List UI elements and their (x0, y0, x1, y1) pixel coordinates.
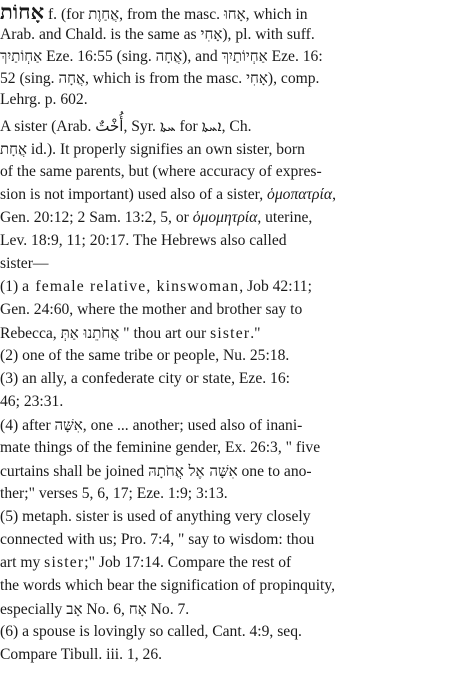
entry-text: אָחוּ (223, 5, 246, 23)
entry-text: curtains shall be joined (0, 463, 149, 480)
entry-line (0, 645, 450, 665)
entry-text: used also of inani- (183, 417, 303, 434)
entry-text: of the same parents, but (where accuracy of expres- (0, 163, 322, 180)
entry-line (0, 484, 450, 504)
entry-text: אָב (66, 600, 83, 618)
entry-text: ), comp. (267, 70, 320, 87)
entry-text: ὁμομητρία (192, 209, 258, 226)
entry-text: (3) (0, 370, 23, 387)
entry-text: אַחְוֹתַיִךְ (0, 47, 43, 65)
entry-text: ), and (182, 48, 222, 65)
entry-text: is lovingly so called, Cant. 4:9, seq. (75, 623, 302, 640)
entry-text: אִשָּׁה (54, 416, 83, 434)
entry-text: No. 6, (82, 601, 129, 618)
entry-text: the words which bear the signification of (0, 577, 260, 594)
entry-text: is used of anything very closely (108, 508, 311, 525)
entry-line (0, 553, 450, 573)
entry-text: connected with us; Pro. 7:4, " say to wisdom: thou (0, 531, 315, 548)
entry-text: a female relative, kinswoman (22, 278, 240, 295)
entry-text: , which in (245, 6, 308, 23)
entry-line (0, 599, 450, 620)
entry-text: , Syr. (123, 118, 160, 135)
entry-text: Lehrg. p. 602. (0, 91, 88, 108)
entry-text: 52 (sing. (0, 70, 59, 87)
entry-text: ;" Job 17:14. Compare the rest of (84, 554, 292, 571)
entry-text: mate things of the feminine gender, Ex. 26:3, " five (0, 439, 321, 456)
entry-line (0, 90, 450, 110)
entry-text: , from the masc. (119, 6, 224, 23)
entry-text: sister (210, 325, 251, 342)
entry-line (0, 24, 450, 45)
entry-line (0, 46, 450, 67)
entry-line (0, 116, 450, 137)
entry-text: אֲחַוֶת (88, 5, 120, 23)
entry-text: sister (0, 255, 33, 272)
entry-line (0, 68, 450, 89)
entry-text: , (332, 186, 336, 203)
entry-text: ܐܚܬܐ (201, 117, 222, 135)
entry-text: — (32, 255, 49, 272)
entry-line (0, 254, 450, 274)
entry-text: ὁμοπατρία (267, 186, 333, 203)
entry-text: " thou art our (119, 325, 211, 342)
entry-text: אֲחָה (155, 47, 183, 65)
entry-text: Compare Tibull. iii. 1, 26. (0, 646, 163, 663)
entry-text: Rebecca, (0, 325, 61, 342)
entry-text: ܚܬܐ (159, 117, 176, 135)
entry-text: , (308, 209, 313, 226)
entry-text: (1) (0, 278, 23, 295)
entry-text: uterine (265, 209, 309, 226)
entry-text: אֲחֹתֵנוּ אַתְּ (60, 324, 120, 342)
entry-text: אֲחָה (58, 69, 85, 87)
entry-text: No. 7. (146, 601, 190, 618)
entry-text: אֲחָת (0, 140, 28, 158)
entry-text: one of the same tribe or people (22, 347, 216, 364)
entry-text: ." (250, 325, 261, 342)
entry-line (0, 2, 450, 25)
entry-line (0, 231, 450, 251)
entry-text: ther;" verses 5, 6, 17; Eze. 1:9; 3:13. (0, 485, 228, 502)
entry-text: propinquity (259, 577, 332, 594)
entry-text: (6) (0, 623, 23, 640)
entry-line (0, 162, 450, 182)
entry-text: Gen. 24:60, where the mother and brother say to (0, 301, 303, 318)
entry-text: art my (0, 554, 45, 571)
entry-text: , (257, 209, 266, 226)
entry-line (0, 392, 450, 412)
entry-text: , Ch. (221, 118, 252, 135)
entry-text: an ally (22, 370, 64, 387)
entry-text: אָח (128, 600, 147, 618)
entry-text: especially (0, 601, 67, 618)
entry-text: אִשָּׁה אֶל אֲחֹתָהּ (148, 462, 238, 480)
entry-line (0, 438, 450, 458)
entry-text: Arab. and Chald. is the same as (0, 26, 201, 43)
entry-text: אָחוֹת (0, 0, 45, 24)
entry-text: , Job 42:11; (239, 278, 312, 295)
entry-text: Lev. 18:9, 11; 20:17. The Hebrews also called (0, 232, 287, 249)
entry-text: Gen. 20:12; 2 Sam. 13:2, 5, or (0, 209, 193, 226)
entry-text: a spouse (22, 623, 76, 640)
entry-line (0, 415, 450, 436)
entry-text: (2) (0, 347, 23, 364)
entry-line (0, 300, 450, 320)
entry-text: , which is from the masc. (85, 70, 247, 87)
entry-line (0, 185, 450, 205)
entry-text: 46; 23:31. (0, 393, 64, 410)
entry-text: , Nu. 25:18. (215, 347, 290, 364)
entry-text: (5) metaph. (0, 508, 76, 525)
entry-text: for (175, 118, 202, 135)
entry-line (0, 208, 450, 228)
entry-line (0, 346, 450, 366)
entry-text: id.). It properly signifies an own sister, born (27, 141, 305, 158)
entry-line (0, 622, 450, 642)
entry-line (0, 369, 450, 389)
entry-text: (Arab. (47, 118, 96, 135)
entry-text: f. (for (44, 6, 89, 23)
entry-text: sister (44, 554, 85, 571)
entry-line (0, 461, 450, 482)
entry-text: (4) after (0, 417, 55, 434)
entry-text: Eze. 16:55 (sing. (42, 48, 156, 65)
entry-text: one ... another; (90, 417, 184, 434)
entry-text: sion is not important) used also of a sister, (0, 186, 268, 203)
entry-line (0, 323, 450, 344)
entry-text: , (82, 417, 91, 434)
entry-text: אָחִי (246, 69, 268, 87)
entry-text: אָחִי (200, 25, 223, 43)
entry-line (0, 139, 450, 160)
entry-line (0, 576, 450, 596)
entry-text: אַחְיוֹתַיִךְ (221, 47, 268, 65)
entry-line (0, 507, 450, 527)
entry-text: , a confederate city or state, Eze. 16: (63, 370, 290, 387)
entry-line (0, 277, 450, 297)
entry-line (0, 530, 450, 550)
entry-text: ), pl. with suff. (222, 26, 315, 43)
entry-text: sister (75, 508, 109, 525)
entry-text: A sister (0, 118, 48, 135)
entry-text: , (331, 577, 336, 594)
entry-text: أُخْتٌ (95, 117, 124, 135)
entry-text: Eze. 16: (267, 48, 323, 65)
entry-text: one to ano- (237, 463, 312, 480)
